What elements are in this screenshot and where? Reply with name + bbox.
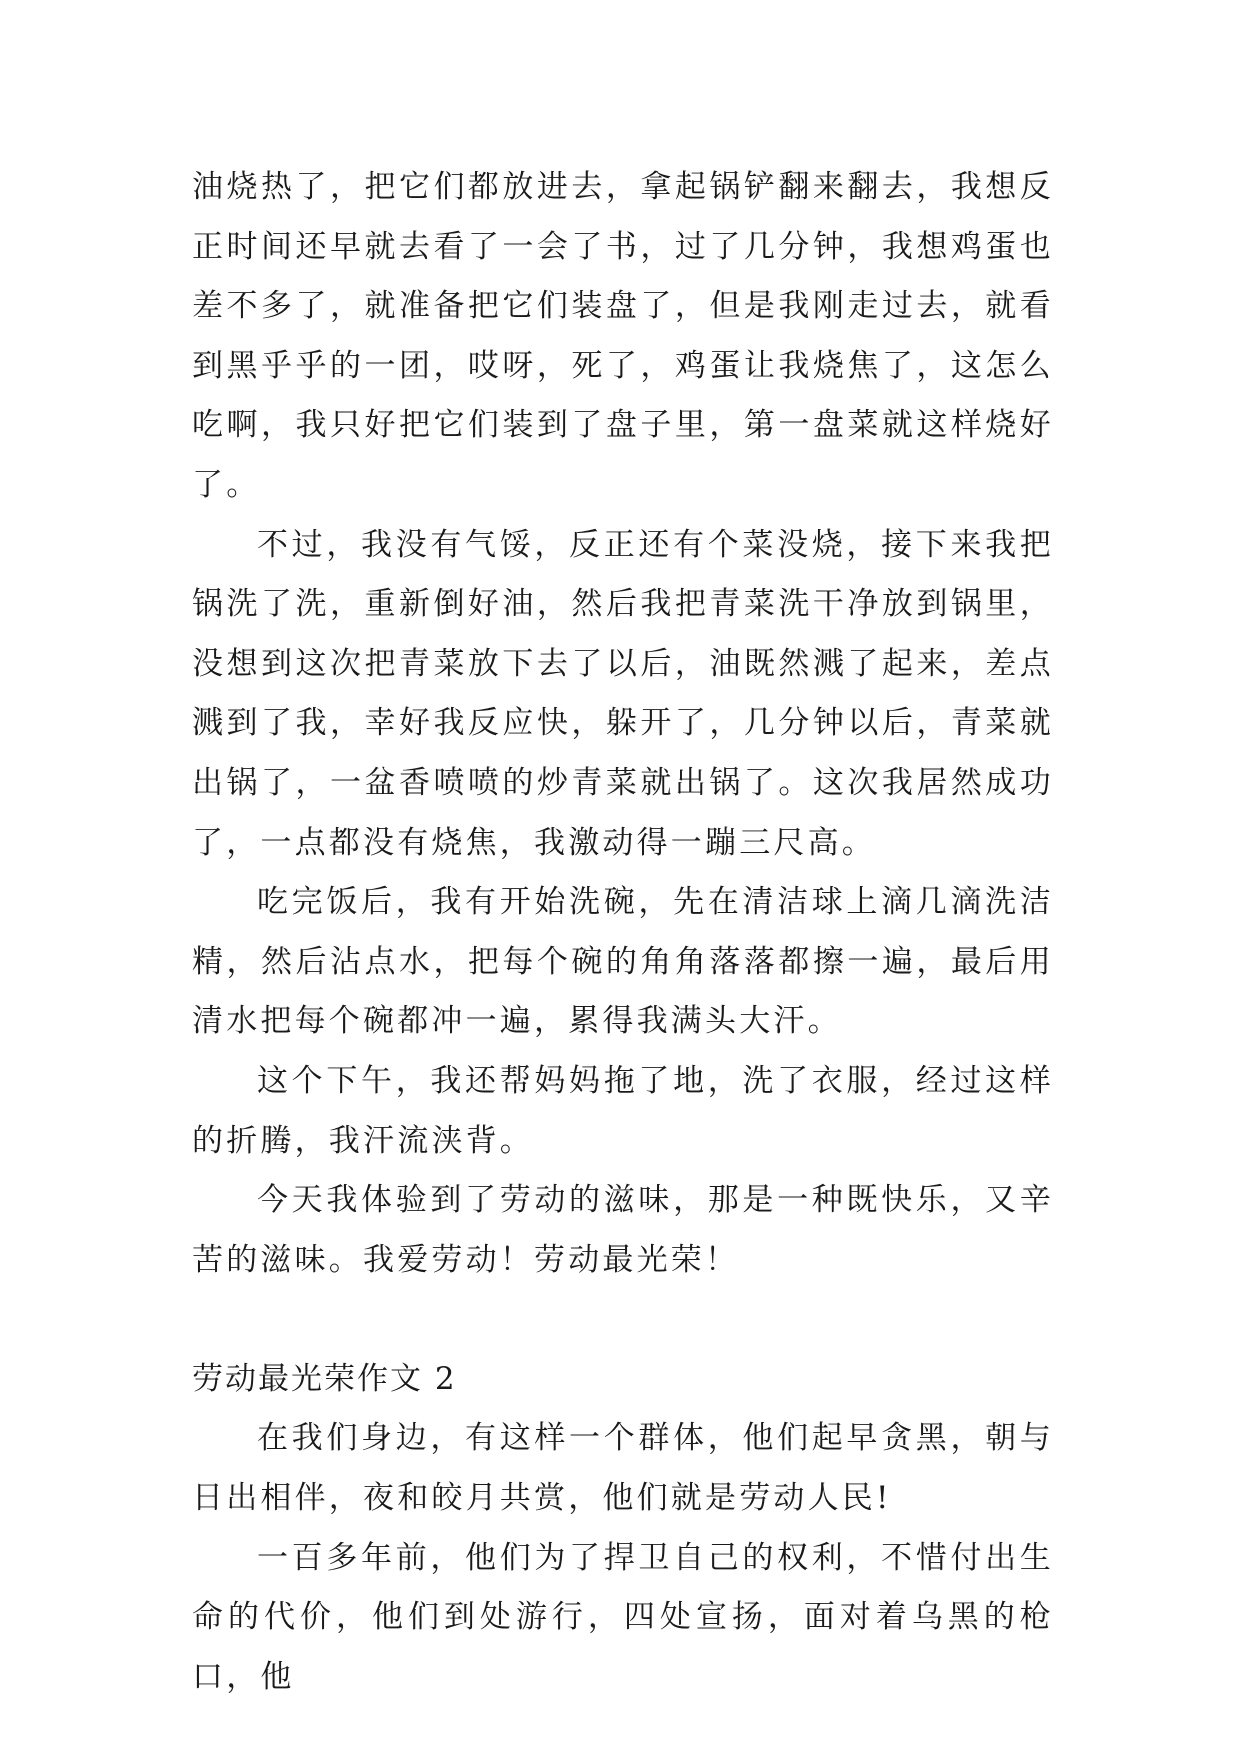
section-heading: 劳动最光荣作文 2 [192, 1360, 457, 1397]
paragraph-3: 吃完饭后，我有开始洗碗，先在清洁球上滴几滴洗洁精，然后沾点水，把每个碗的角角落落都擦一遍，最后用清水把每个碗都冲一遍，累得我满头大汗。 [192, 884, 1054, 1040]
paragraph-2: 不过，我没有气馁，反正还有个菜没烧，接下来我把锅洗了洗，重新倒好油，然后我把青菜洗干净放到锅里，没想到这次把青菜放下去了以后，油既然溅了起来，差点溅到了我，幸好我反应快，躲开了，几分钟以后，青菜就出锅了，一盆香喷喷的炒青菜就出锅了。这次我居然成功了，一点都没有烧焦，我激动得一蹦三尺高。 [192, 526, 1054, 861]
paragraph-4: 这个下午，我还帮妈妈拖了地，洗了衣服，经过这样的折腾，我汗流浃背。 [192, 1062, 1054, 1159]
paragraph-6: 在我们身边，有这样一个群体，他们起早贪黑，朝与日出相伴，夜和皎月共赏，他们就是劳动人民! [192, 1420, 1054, 1517]
blank-line [192, 1290, 1054, 1350]
paragraph-1: 油烧热了，把它们都放进去，拿起锅铲翻来翻去，我想反正时间还早就去看了一会了书，过了几分钟，我想鸡蛋也差不多了，就准备把它们装盘了，但是我刚走过去，就看到黑乎乎的一团，哎呀，死了，鸡蛋让我烧焦了，这怎么吃啊，我只好把它们装到了盘子里，第一盘菜就这样烧好了。 [192, 169, 1054, 503]
paragraph-5: 今天我体验到了劳动的滋味，那是一种既快乐，又辛苦的滋味。我爱劳动！劳动最光荣！ [192, 1182, 1054, 1278]
document-body [192, 158, 1054, 1707]
paragraph-7: 一百多年前，他们为了捍卫自己的权利，不惜付出生命的代价，他们到处游行，四处宣扬，面对着乌黑的枪口，他 [192, 1539, 1054, 1695]
